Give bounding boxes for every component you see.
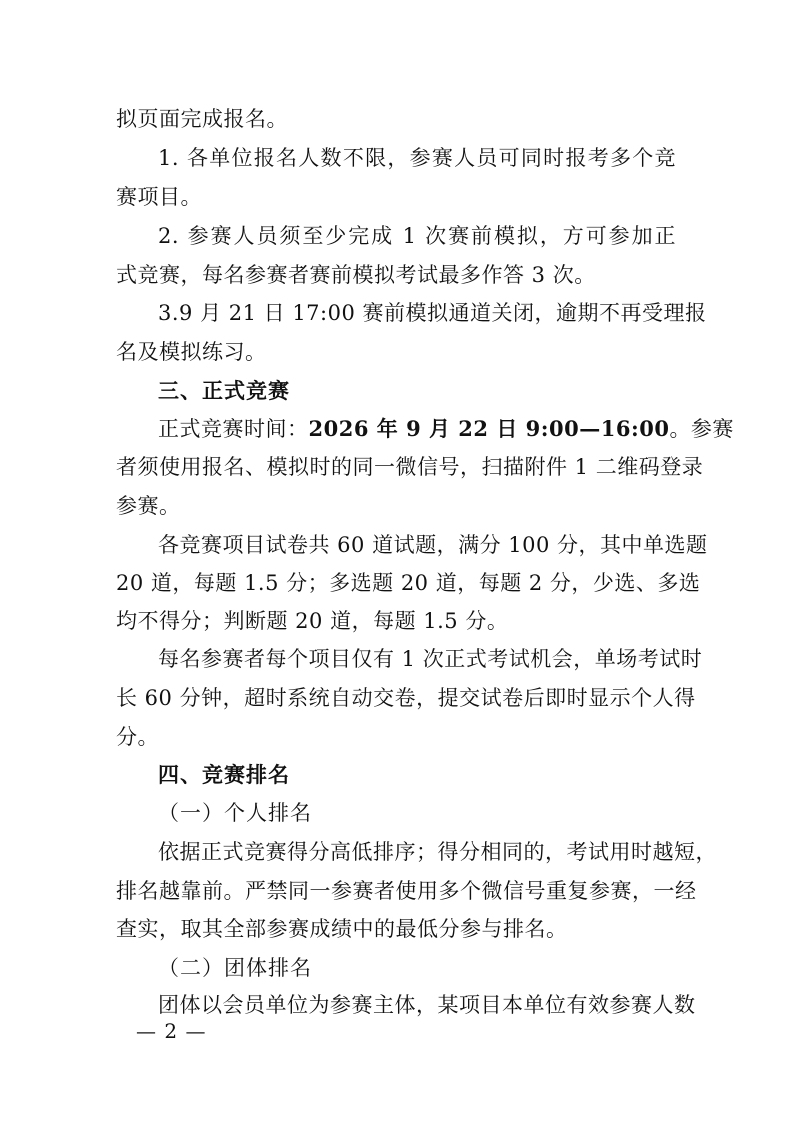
paragraph-line: 长 60 分钟，超时系统自动交卷，提交试卷后即时显示个人得 <box>116 686 696 710</box>
paragraph-line: 拟页面完成报名。 <box>116 107 288 131</box>
paragraph-line: 1. 各单位报名人数不限，参赛人员可同时报考多个竞 <box>158 146 676 170</box>
subsection-heading: （一）个人排名 <box>158 801 312 825</box>
paragraph-line: 2. 参赛人员须至少完成 1 次赛前模拟，方可参加正 <box>158 224 676 248</box>
paragraph-line: 名及模拟练习。 <box>116 340 267 364</box>
paragraph-line: 依据正式竞赛得分高低排序；得分相同的，考试用时越短， <box>158 840 717 864</box>
paragraph-line: 团体以会员单位为参赛主体，某项目本单位有效参赛人数 <box>158 993 696 1017</box>
paragraph-line: 各竞赛项目试卷共 60 道试题，满分 100 分，其中单选题 <box>158 533 708 557</box>
subsection-heading: （二）团体排名 <box>158 956 312 980</box>
paragraph-line: 者须使用报名、模拟时的同一微信号，扫描附件 1 二维码登录 <box>116 455 704 479</box>
paragraph-line: 每名参赛者每个项目仅有 1 次正式考试机会，单场考试时 <box>158 647 703 671</box>
paragraph-line <box>158 414 734 444</box>
paragraph-line: 赛项目。 <box>116 185 202 209</box>
page-number: — 2 — <box>136 1019 207 1043</box>
section-heading: 三、正式竞赛 <box>158 379 290 403</box>
paragraph-line: 均不得分；判断题 20 道，每题 1.5 分。 <box>116 609 509 633</box>
paragraph-line: 20 道，每题 1.5 分；多选题 20 道，每题 2 分，少选、多选 <box>116 571 701 595</box>
paragraph-line: 式竞赛，每名参赛者赛前模拟考试最多作答 3 次。 <box>116 263 596 287</box>
paragraph-line: 3.9 月 21 日 17:00 赛前模拟通道关闭，逾期不再受理报 <box>158 301 707 325</box>
line-suffix: 。参赛 <box>669 417 734 441</box>
line-prefix: 正式竞赛时间： <box>158 417 309 441</box>
paragraph-line: 查实，取其全部参赛成绩中的最低分参与排名。 <box>116 917 568 941</box>
paragraph-line: 分。 <box>116 725 159 749</box>
section-heading: 四、竞赛排名 <box>158 763 290 787</box>
paragraph-line: 参赛。 <box>116 494 181 518</box>
competition-time: 2026 年 9 月 22 日 9:00—16:00 <box>308 416 670 441</box>
paragraph-line: 排名越靠前。严禁同一参赛者使用多个微信号重复参赛，一经 <box>116 879 697 903</box>
